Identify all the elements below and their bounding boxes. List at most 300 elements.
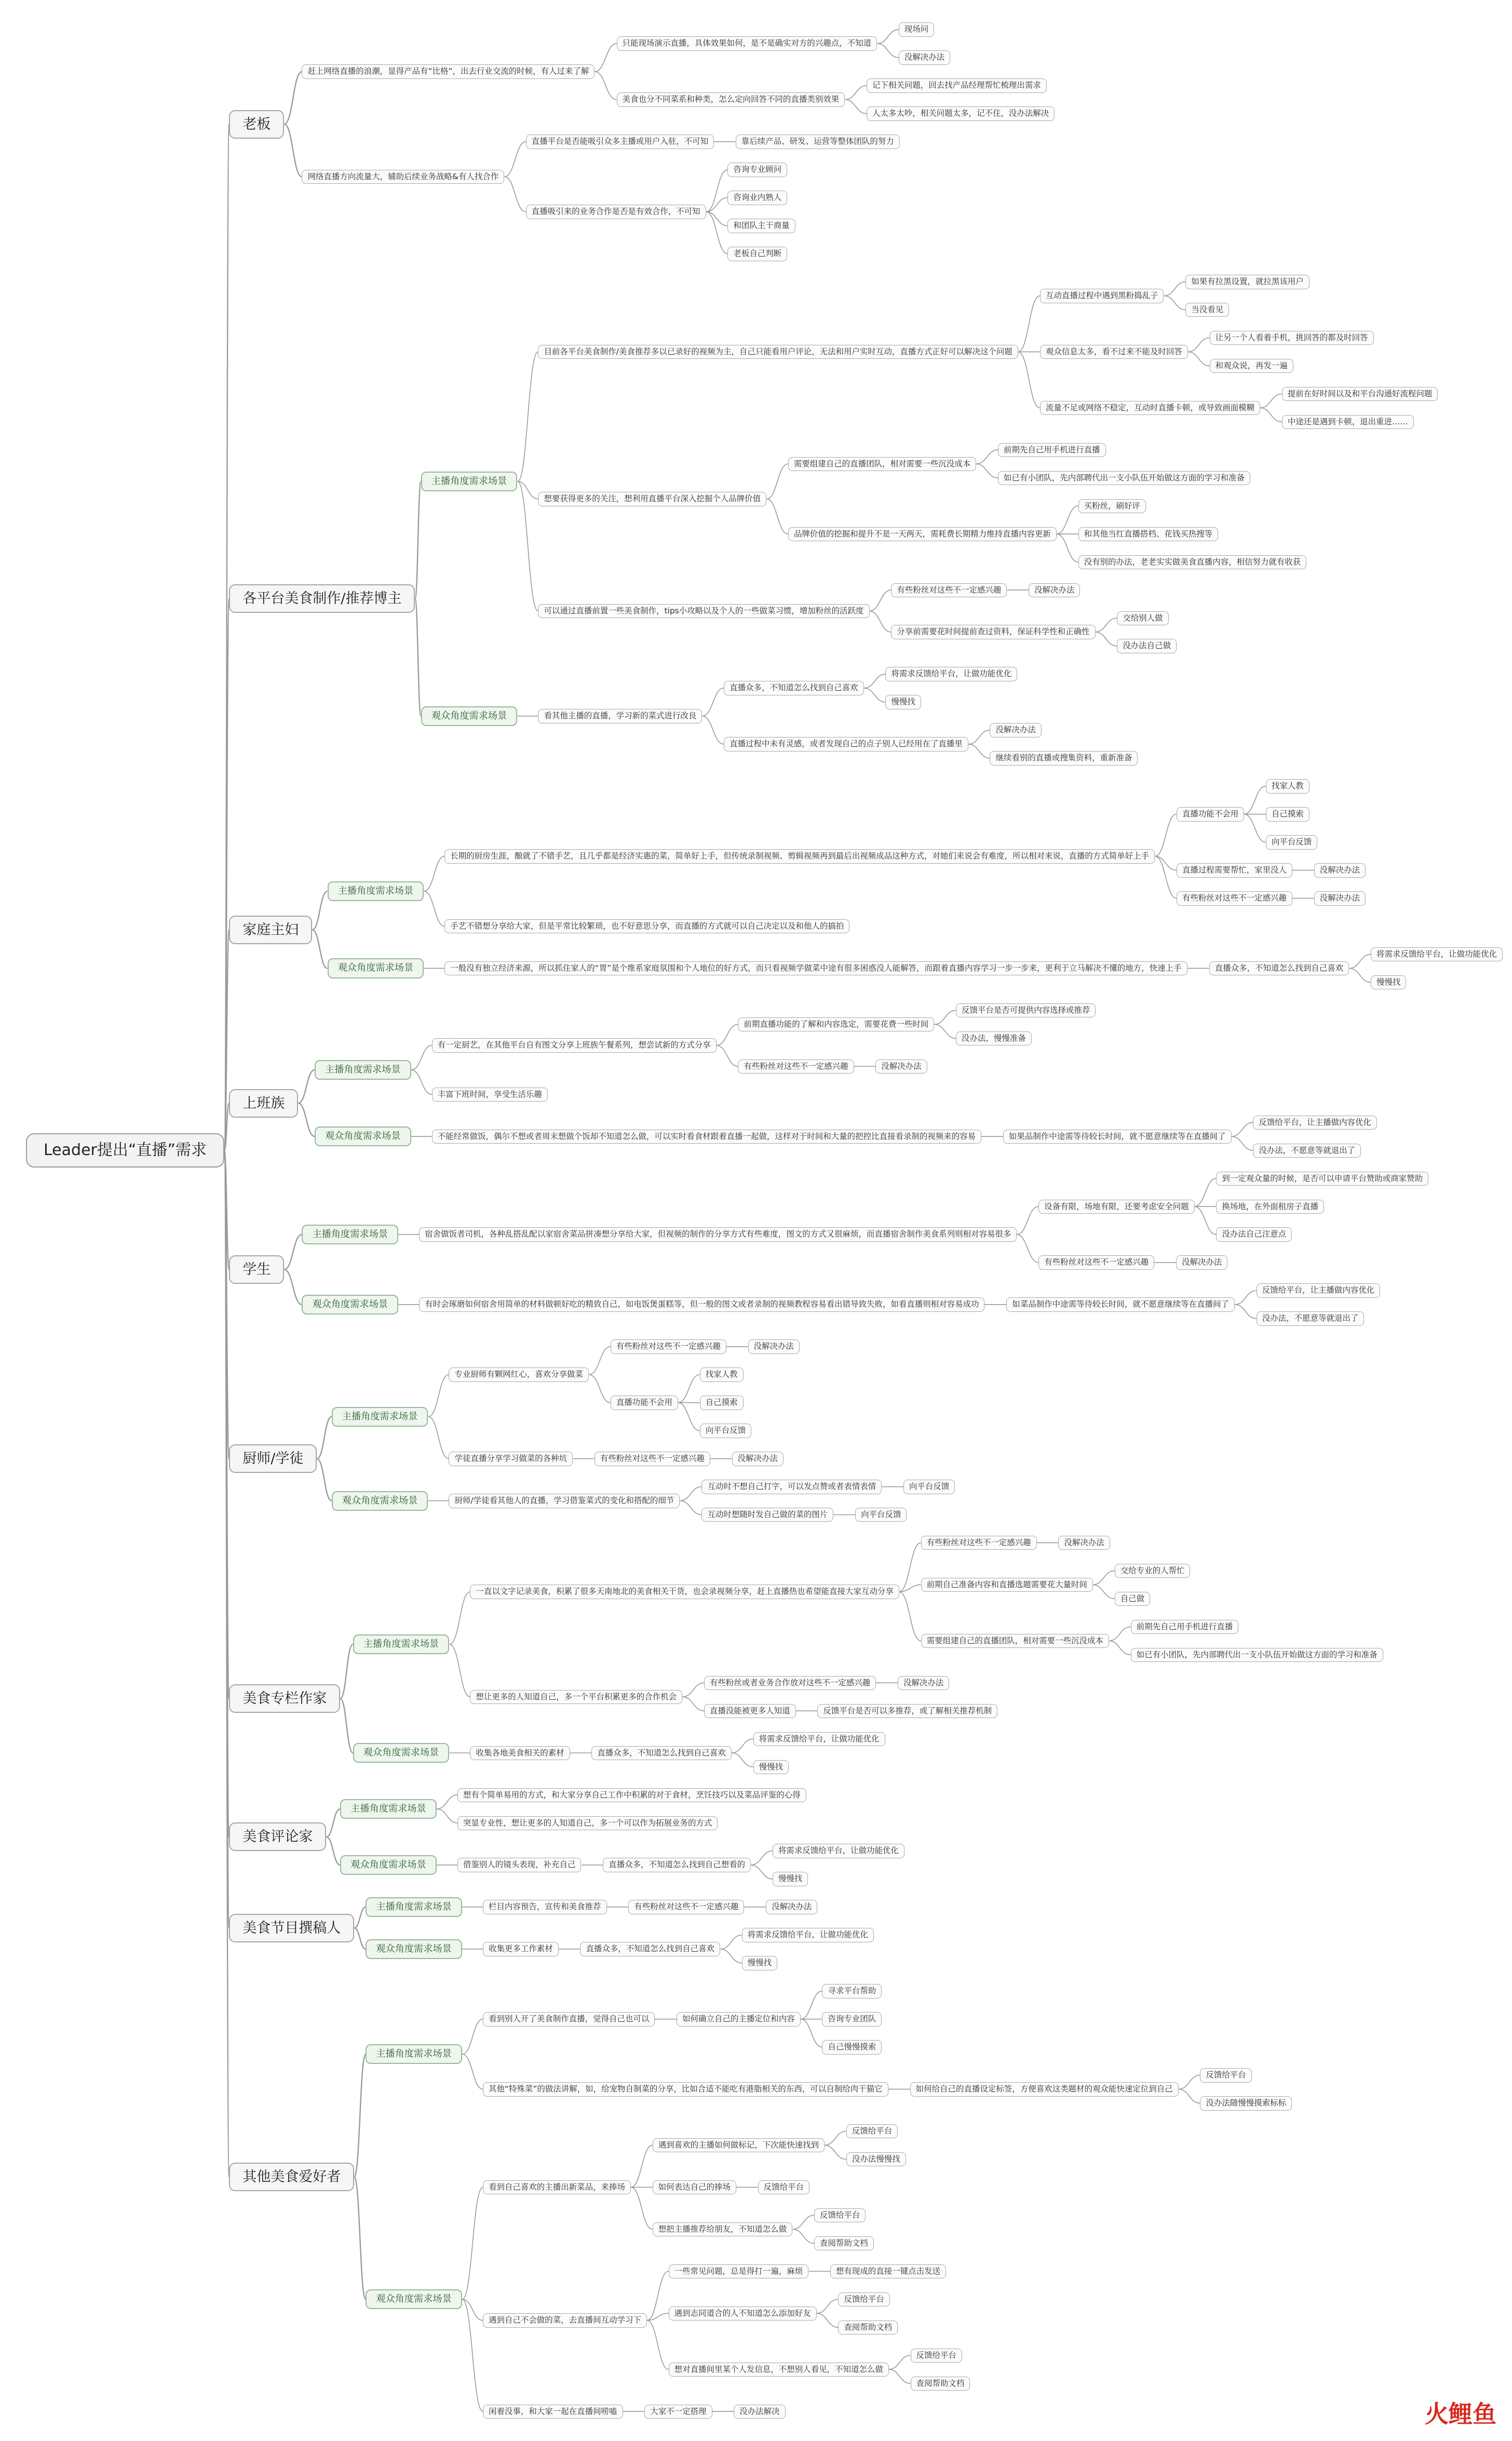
topic-node: 想把主播推荐给朋友，不知道怎么做 bbox=[653, 2222, 793, 2236]
connector-line bbox=[450, 1592, 470, 1644]
topic-node: 如何确立自己的主播定位和内容 bbox=[677, 2012, 801, 2026]
connector-line bbox=[706, 212, 728, 254]
scenario-node: 主播角度需求场景 bbox=[302, 1225, 398, 1244]
connector-line bbox=[1017, 1206, 1038, 1235]
connector-line bbox=[415, 481, 421, 599]
topic-node: 遇到自己不会做的菜，去直播间互动学习下 bbox=[483, 2313, 647, 2327]
topic-node: 让另一个人看着手机，挑回答的都及时回答 bbox=[1210, 331, 1374, 345]
topic-node: 手艺不错想分享给大家，但是平常比较繁琐，也不好意思分享，而直播的方式就可以自己决定以及和他人的搞拍 bbox=[444, 919, 849, 933]
topic-node: 向平台反馈 bbox=[1266, 835, 1317, 849]
topic-node: 长期的厨房生涯，酿就了不错手艺，且几乎都是经济实惠的菜，简单好上手，但传统录制视频、剪辑视频再到最后出视频成品这种方式，对她们来说会有难度，所以相对来说，直播的方式简单好上手 bbox=[444, 849, 1155, 863]
connector-line bbox=[1164, 282, 1185, 296]
topic-node: 如何表达自己的捧场 bbox=[653, 2180, 736, 2194]
connector-line bbox=[298, 1070, 315, 1103]
connector-line bbox=[462, 2187, 483, 2299]
topic-node: 直播众多，不知道怎么找到自己喜欢 bbox=[591, 1746, 732, 1760]
connector-line bbox=[1349, 968, 1371, 982]
connector-line bbox=[682, 1697, 704, 1711]
connector-line bbox=[312, 930, 327, 968]
topic-node: 需要组建自己的直播团队，相对需要一些沉没成本 bbox=[788, 457, 976, 471]
connector-line bbox=[1109, 1641, 1131, 1655]
topic-node: 老板自己判断 bbox=[727, 247, 787, 261]
topic-node: 没解决办法 bbox=[875, 1059, 927, 1074]
topic-node: 美食也分不同菜系和种类，怎么定向回答不同的直播类别效果 bbox=[617, 92, 845, 106]
topic-node: 一些常见问题，总是得打一遍，麻烦 bbox=[669, 2264, 809, 2278]
topic-node: 收集更多工作素材 bbox=[483, 1942, 559, 1956]
topic-node: 靠后续产品、研发、运营等整体团队的努力 bbox=[736, 135, 900, 149]
topic-node: 向平台反馈 bbox=[855, 1508, 907, 1522]
topic-node: 直播众多，不知道怎么找到自己喜欢 bbox=[580, 1942, 720, 1956]
connector-line bbox=[706, 170, 728, 212]
connector-line bbox=[317, 1417, 331, 1459]
topic-node: 反馈给平台 bbox=[1200, 2068, 1251, 2082]
connector-line bbox=[518, 481, 538, 611]
connector-line bbox=[793, 2215, 814, 2229]
connector-line bbox=[595, 72, 616, 100]
topic-node: 提前在好时间以及和平台沟通好流程问题 bbox=[1282, 387, 1438, 401]
topic-node: 有一定厨艺，在其他平台自有图文分享上班族午餐系列，想尝试新的方式分享 bbox=[432, 1038, 717, 1052]
watermark-logo: 火鲤鱼 bbox=[1425, 2400, 1496, 2428]
topic-node: 直播功能不会用 bbox=[1177, 807, 1244, 821]
connector-line bbox=[428, 1417, 449, 1459]
topic-node: 现场问 bbox=[899, 22, 934, 36]
connector-line bbox=[899, 1592, 921, 1641]
connector-line bbox=[878, 44, 899, 58]
connector-line bbox=[1093, 1571, 1115, 1585]
topic-node: 直播没能被更多人知道 bbox=[704, 1704, 796, 1718]
topic-node: 大家不一定搭理 bbox=[644, 2405, 712, 2419]
connector-line bbox=[1232, 1122, 1253, 1136]
topic-node: 丰富下班时间，享受生活乐趣 bbox=[432, 1088, 548, 1102]
scenario-node: 主播角度需求场景 bbox=[366, 2044, 462, 2064]
connector-line bbox=[1179, 2075, 1200, 2089]
topic-node: 直播吸引来的业务合作是否是有效合作，不可知 bbox=[526, 205, 706, 219]
connector-line bbox=[1109, 1627, 1131, 1641]
topic-node: 没解决办法 bbox=[1058, 1536, 1110, 1550]
connector-line bbox=[1018, 296, 1040, 352]
connector-line bbox=[702, 716, 724, 744]
topic-node: 反馈给平台 bbox=[838, 2292, 889, 2306]
connector-line bbox=[354, 1928, 366, 1949]
topic-node: 直播众多，不知道怎么找到自己喜欢 bbox=[1209, 961, 1349, 975]
topic-node: 咨询专业顾问 bbox=[727, 163, 787, 177]
topic-node: 自己摸索 bbox=[1266, 807, 1310, 821]
topic-node: 将需求反馈给平台，让做功能优化 bbox=[742, 1928, 874, 1942]
topic-node: 继续看别的直播或搜集资料，重新准备 bbox=[990, 751, 1138, 765]
connector-line bbox=[968, 730, 990, 744]
connector-line bbox=[801, 1991, 822, 2019]
topic-node: 不能经常做饭，偶尔不想或者周末想做个饭却不知道怎么做，可以实时看食材跟着直播一起做，这样对于时间和大量的把控比直接看录制的视频来的容易 bbox=[432, 1130, 981, 1144]
connector-line bbox=[864, 674, 885, 688]
topic-node: 厨师/学徒看其他人的直播，学习借鉴菜式的变化和搭配的细节 bbox=[449, 1494, 680, 1508]
topic-node: 反馈给平台 bbox=[814, 2208, 866, 2222]
topic-node: 交给专业的人帮忙 bbox=[1115, 1564, 1191, 1578]
connector-line bbox=[450, 1644, 470, 1697]
topic-node: 没解决办法 bbox=[990, 723, 1041, 737]
connector-line bbox=[1188, 352, 1210, 366]
topic-node: 看其他主播的直播，学习新的菜式进行改良 bbox=[538, 709, 702, 723]
scenario-node: 主播角度需求场景 bbox=[353, 1634, 450, 1654]
topic-node: 没办法慢慢找 bbox=[846, 2152, 906, 2166]
topic-node: 将需求反馈给平台，让做功能优化 bbox=[753, 1732, 885, 1746]
topic-node: 流量不足或网络不稳定，互动时直播卡顿，或导致画面模糊 bbox=[1040, 401, 1260, 415]
topic-node: 没解决办法 bbox=[1314, 891, 1366, 905]
topic-node: 网络直播方向流量大，辅助后续业务战略&有人找合作 bbox=[302, 170, 504, 184]
connector-line bbox=[647, 2271, 669, 2320]
connector-line bbox=[1095, 618, 1117, 632]
scenario-node: 主播角度需求场景 bbox=[340, 1799, 437, 1819]
connector-line bbox=[1164, 296, 1185, 310]
connector-line bbox=[462, 2299, 483, 2411]
connector-line bbox=[340, 1644, 353, 1699]
connector-line bbox=[825, 2131, 846, 2145]
topic-node: 人太多太吵，相关问题太多，记不住，没办法解决 bbox=[867, 106, 1055, 120]
connector-line bbox=[899, 1543, 921, 1591]
topic-node: 如已有小团队，先内部聘代出一支小队伍开始做这方面的学习和准备 bbox=[998, 471, 1250, 485]
topic-node: 想对直播间里某个人发信息，不想别人看见，不知道怎么做 bbox=[669, 2363, 889, 2377]
connector-line bbox=[845, 100, 867, 114]
scenario-node: 主播角度需求场景 bbox=[315, 1060, 411, 1080]
connector-line bbox=[1260, 408, 1282, 422]
scenario-node: 主播角度需求场景 bbox=[366, 1897, 462, 1917]
topic-node: 想让更多的人知道自己，多一个平台积累更多的合作机会 bbox=[470, 1690, 682, 1704]
topic-node: 没解决办法 bbox=[898, 1676, 949, 1690]
connector-line bbox=[1188, 338, 1210, 352]
connector-line bbox=[706, 198, 728, 212]
topic-node: 闲着没事，和大家一起在直播间唠嗑 bbox=[483, 2405, 623, 2419]
topic-node: 记下相关问题，回去找产品经理帮忙梳理出需求 bbox=[867, 78, 1047, 92]
topic-node: 分享前需要花时间提前查过资料，保证科学性和正确性 bbox=[891, 625, 1095, 639]
root-topic: Leader提出“直播”需求 bbox=[26, 1133, 224, 1168]
topic-node: 互动直播过程中遇到黑粉捣乱子 bbox=[1040, 289, 1164, 303]
connector-line bbox=[845, 86, 867, 100]
topic-node: 没解决办法 bbox=[1314, 863, 1366, 877]
topic-node: 突显专业性，想让更多的人知道自己，多一个可以作为拓展业务的方式 bbox=[457, 1816, 718, 1830]
connector-line bbox=[717, 1024, 738, 1045]
connector-line bbox=[817, 2299, 839, 2313]
connector-line bbox=[340, 1699, 353, 1753]
connector-line bbox=[934, 1010, 956, 1024]
connector-line bbox=[702, 688, 724, 716]
connector-line bbox=[317, 1459, 331, 1501]
topic-node: 直播功能不会用 bbox=[611, 1396, 678, 1410]
topic-node: 向平台反馈 bbox=[700, 1424, 751, 1438]
topic-node: 没办法解决 bbox=[734, 2405, 785, 2419]
connector-line bbox=[766, 499, 788, 534]
connector-line bbox=[1244, 814, 1266, 842]
connector-line bbox=[631, 2145, 653, 2187]
topic-node: 有时会琢磨如何宿舍用简单的材料做顿好吃的精致自己，如电饭煲蛋糕等，但一般的图文或者录制的视频教程容易看出错导致失败，如看直播则相对容易成功 bbox=[419, 1297, 984, 1311]
topic-node: 宿舍做饭者司机，各种乱搭乱配以家宿舍菜品拼凑想分享给大家，但视频的制作的分享方式有些难度，图文的方式又很麻烦，而直播宿舍制作美食系列则相对容易很多 bbox=[419, 1227, 1017, 1241]
connector-line bbox=[717, 1045, 738, 1066]
topic-node: 将需求反馈给平台，让做功能优化 bbox=[885, 667, 1017, 681]
topic-node: 有些粉丝或者业务合作放对这些不一定感兴趣 bbox=[704, 1676, 876, 1690]
connector-line bbox=[968, 744, 990, 758]
connector-line bbox=[415, 599, 421, 716]
connector-line bbox=[437, 1809, 457, 1823]
connector-line bbox=[1235, 1305, 1256, 1319]
connector-line bbox=[889, 2369, 911, 2383]
connector-line bbox=[589, 1347, 610, 1375]
scenario-node: 观众角度需求场景 bbox=[340, 1855, 437, 1875]
connector-line bbox=[706, 212, 728, 226]
topic-node: 中途还是遇到卡顿，退出重进…… bbox=[1282, 415, 1414, 429]
topic-node: 看到别人开了美食制作直播，觉得自己也可以 bbox=[483, 2012, 655, 2026]
topic-node: 反馈平台是否可提供内容选择或推荐 bbox=[956, 1003, 1096, 1017]
connector-line bbox=[1194, 1206, 1216, 1235]
topic-node: 有些粉丝对这些不一定感兴趣 bbox=[628, 1900, 744, 1914]
connector-line bbox=[732, 1739, 753, 1753]
connector-line bbox=[424, 856, 445, 891]
topic-node: 将需求反馈给平台，让做功能优化 bbox=[773, 1844, 905, 1858]
topic-node: 自己慢慢摸索 bbox=[822, 2040, 882, 2054]
connector-line bbox=[682, 1683, 704, 1697]
scenario-node: 观众角度需求场景 bbox=[332, 1491, 428, 1511]
connector-line bbox=[766, 464, 788, 499]
topic-node: 没办法，不愿意等就退出了 bbox=[1253, 1144, 1361, 1158]
topic-node: 有些粉丝对这些不一定感兴趣 bbox=[738, 1059, 854, 1074]
scenario-node: 观众角度需求场景 bbox=[366, 1939, 462, 1959]
connector-line bbox=[817, 2313, 839, 2327]
connector-line bbox=[326, 1837, 340, 1865]
scenario-node: 主播角度需求场景 bbox=[332, 1407, 428, 1427]
topic-node: 看到自己喜欢的主播出新菜品，来捧场 bbox=[483, 2180, 631, 2194]
connector-line bbox=[1057, 506, 1078, 534]
connector-line bbox=[647, 2321, 669, 2369]
connector-line bbox=[284, 1269, 302, 1304]
connector-line bbox=[631, 2187, 653, 2229]
topic-node: 品牌价值的挖掘和提升不是一天两天，需耗费长期精力维持直播内容更新 bbox=[788, 527, 1057, 541]
topic-node: 其他“特殊菜”的做法讲解，如，给宠物自制菜的分享，比如合适不能吃有港脂相关的东西，可以自制给肉干猫它 bbox=[483, 2082, 888, 2096]
connector-line bbox=[1155, 814, 1177, 856]
connector-line bbox=[801, 2019, 822, 2047]
topic-node: 前期直播功能的了解和内容选定，需要花费一些时间 bbox=[738, 1017, 934, 1031]
topic-node: 没办法随慢慢摸索标标 bbox=[1200, 2096, 1292, 2110]
category-node: 老板 bbox=[229, 110, 284, 139]
topic-node: 反馈给平台 bbox=[911, 2349, 962, 2363]
topic-node: 前期先自己用手机进行直播 bbox=[1131, 1620, 1239, 1634]
topic-node: 慢慢找 bbox=[773, 1872, 808, 1886]
category-node: 厨师/学徒 bbox=[229, 1444, 317, 1473]
topic-node: 没办法，不愿意等就退出了 bbox=[1257, 1311, 1365, 1325]
topic-node: 有些粉丝对这些不一定感兴趣 bbox=[611, 1339, 726, 1353]
topic-node: 当没看见 bbox=[1185, 303, 1229, 317]
topic-node: 直播过程中未有灵感，或者发现自己的点子别人已经用在了直播里 bbox=[724, 737, 968, 751]
connector-line bbox=[1260, 394, 1282, 408]
connector-line bbox=[1155, 856, 1177, 898]
connector-line bbox=[720, 1935, 741, 1949]
topic-node: 专业厨师有颗网红心，喜欢分享做菜 bbox=[449, 1367, 589, 1382]
connector-line bbox=[1017, 1235, 1038, 1263]
connector-line bbox=[326, 1809, 340, 1837]
connector-line bbox=[1232, 1136, 1253, 1150]
category-node: 美食专栏作家 bbox=[229, 1684, 340, 1713]
connector-line bbox=[284, 1235, 302, 1269]
scenario-node: 主播角度需求场景 bbox=[328, 881, 424, 901]
topic-node: 有些粉丝对这些不一定感兴趣 bbox=[595, 1452, 710, 1466]
topic-node: 互动时不想自己打字，可以发点赞或者表情表情 bbox=[701, 1480, 882, 1494]
connector-line bbox=[751, 1851, 773, 1865]
connector-line bbox=[1235, 1291, 1256, 1305]
topic-node: 设备有限，场地有限，还要考虑安全问题 bbox=[1038, 1200, 1194, 1214]
topic-node: 遇到喜欢的主播如何做标记，下次能快速找到 bbox=[653, 2138, 825, 2152]
topic-node: 反馈给平台 bbox=[846, 2124, 898, 2138]
topic-node: 没办法自己注意点 bbox=[1216, 1227, 1292, 1241]
connector-line bbox=[680, 1501, 701, 1515]
connector-line bbox=[825, 2145, 846, 2159]
topic-node: 直播众多，不知道怎么找到自己想看的 bbox=[603, 1858, 751, 1872]
topic-node: 咨询业内熟人 bbox=[727, 191, 787, 205]
topic-node: 慢慢找 bbox=[885, 695, 921, 709]
topic-node: 换场地，在外面租房子直播 bbox=[1216, 1200, 1324, 1214]
connector-line bbox=[934, 1024, 956, 1038]
connector-line bbox=[284, 72, 302, 124]
topic-node: 想有个简单易用的方式，和大家分享自己工作中积累的对于食材，烹饪技巧以及菜品评鉴的心得 bbox=[457, 1788, 806, 1802]
topic-node: 想有现成的直接一键点击发送 bbox=[830, 2264, 946, 2278]
topic-node: 慢慢找 bbox=[742, 1956, 777, 1970]
connector-line bbox=[869, 590, 891, 611]
connector-line bbox=[424, 891, 445, 926]
topic-node: 到一定观众量的时候，是否可以申请平台赞助或商家赞助 bbox=[1216, 1172, 1428, 1186]
connector-line bbox=[354, 1907, 366, 1928]
topic-node: 只能现场演示直播，具体效果如何，是不是确实对方的兴趣点，不知道 bbox=[617, 36, 878, 50]
connector-line bbox=[589, 1375, 610, 1403]
topic-node: 找家人教 bbox=[1266, 779, 1310, 793]
topic-node: 遇到志同道合的人不知道怎么添加好友 bbox=[669, 2306, 817, 2321]
topic-node: 没有别的办法，老老实实做美食直播内容，相信努力就有收获 bbox=[1078, 555, 1307, 569]
topic-node: 寻求平台帮助 bbox=[822, 1984, 882, 1998]
connector-line bbox=[678, 1375, 700, 1403]
topic-node: 买粉丝，刷好评 bbox=[1078, 499, 1146, 513]
topic-node: 查阅帮助文档 bbox=[814, 2236, 874, 2250]
connector-line bbox=[720, 1949, 741, 1963]
topic-node: 没解决办法 bbox=[732, 1452, 784, 1466]
category-node: 各平台美食制作/推荐博主 bbox=[229, 584, 415, 613]
topic-node: 有些粉丝对这些不一定感兴趣 bbox=[921, 1536, 1037, 1550]
topic-node: 观众信息太多，看不过来不能及时回答 bbox=[1040, 345, 1188, 359]
topic-node: 找家人教 bbox=[700, 1367, 744, 1382]
topic-node: 没解决办法 bbox=[766, 1900, 817, 1914]
connector-line bbox=[732, 1753, 753, 1767]
connector-line bbox=[504, 177, 525, 211]
topic-node: 栏目内容预告，宣传和美食推荐 bbox=[483, 1900, 607, 1914]
topic-node: 互动时想随时发自己做的菜的图片 bbox=[701, 1508, 833, 1522]
topic-node: 和其他当红直播搭档、花钱买热搜等 bbox=[1078, 527, 1219, 541]
topic-node: 和团队主干商量 bbox=[727, 219, 795, 233]
connector-line bbox=[976, 450, 998, 464]
topic-node: 查阅帮助文档 bbox=[911, 2377, 970, 2391]
connector-line bbox=[899, 1585, 921, 1591]
topic-node: 慢慢找 bbox=[1371, 975, 1406, 989]
topic-node: 反馈给平台 bbox=[758, 2180, 809, 2194]
category-node: 其他美食爱好者 bbox=[229, 2163, 354, 2191]
connector-line bbox=[595, 44, 616, 72]
connector-line bbox=[462, 2054, 483, 2089]
topic-node: 有些粉丝对这些不一定感兴趣 bbox=[891, 583, 1007, 597]
topic-node: 如果品制作中途需等待较长时间，就不愿意继续等在直播间了 bbox=[1003, 1130, 1232, 1144]
topic-node: 直播过程需要帮忙，家里没人 bbox=[1177, 863, 1292, 877]
connector-line bbox=[751, 1865, 773, 1879]
connector-line bbox=[1093, 1585, 1115, 1599]
topic-node: 向平台反馈 bbox=[903, 1480, 955, 1494]
topic-node: 自己摸索 bbox=[700, 1396, 744, 1410]
connector-line bbox=[437, 1795, 457, 1809]
connector-line bbox=[298, 1103, 315, 1136]
topic-node: 反馈给平台，让主播做内容优化 bbox=[1257, 1283, 1381, 1297]
topic-node: 如菜品制作中途需等待较长时间，就不愿意继续等在直播间了 bbox=[1006, 1297, 1235, 1311]
topic-node: 目前各平台美食制作/美食推荐多以已录好的视频为主，自己只能看用户评论，无法和用户实时互动，直播方式正好可以解决这个问题 bbox=[538, 345, 1018, 359]
topic-node: 交给别人做 bbox=[1117, 611, 1168, 625]
scenario-node: 观众角度需求场景 bbox=[353, 1743, 450, 1763]
connector-line bbox=[680, 1487, 701, 1501]
topic-node: 没解决办法 bbox=[1029, 583, 1080, 597]
scenario-node: 观众角度需求场景 bbox=[315, 1126, 411, 1146]
category-node: 上班族 bbox=[229, 1089, 298, 1118]
topic-node: 没解决办法 bbox=[1176, 1255, 1227, 1269]
topic-node: 赶上网络直播的浪潮，显得产品有“比格”，出去行业交流的时候，有人过来了解 bbox=[302, 64, 595, 78]
topic-node: 没办法自己做 bbox=[1117, 639, 1177, 653]
topic-node: 需要组建自己的直播团队，相对需要一些沉没成本 bbox=[921, 1634, 1109, 1648]
connector-line bbox=[411, 1070, 432, 1094]
topic-node: 如已有小团队，先内部聘代出一支小队伍开始做这方面的学习和准备 bbox=[1131, 1648, 1383, 1662]
topic-node: 和观众说，再发一遍 bbox=[1210, 359, 1293, 373]
topic-node: 可以通过直播前置一些美食制作，tips小攻略以及个人的一些做菜习惯，增加粉丝的活跃度 bbox=[538, 604, 869, 618]
category-node: 学生 bbox=[229, 1255, 284, 1284]
connector-line bbox=[284, 124, 302, 177]
connector-line bbox=[428, 1375, 449, 1417]
topic-node: 直播众多，不知道怎么找到自己喜欢 bbox=[724, 681, 864, 695]
scenario-node: 观众角度需求场景 bbox=[302, 1295, 398, 1315]
connector-line bbox=[864, 688, 885, 702]
topic-node: 有些粉丝对这些不一定感兴趣 bbox=[1177, 891, 1292, 905]
topic-node: 如何给自己的直播设定标签，方便喜欢这类题材的观众能快速定位到自己 bbox=[910, 2082, 1179, 2096]
connector-line bbox=[1018, 352, 1040, 408]
topic-node: 反馈给平台，让主播做内容优化 bbox=[1253, 1116, 1377, 1130]
topic-node: 查阅帮助文档 bbox=[838, 2321, 898, 2335]
connector-line bbox=[1349, 954, 1371, 968]
connector-line bbox=[518, 481, 538, 499]
topic-node: 学徒直播分享学习做菜的各种坑 bbox=[449, 1452, 573, 1466]
connector-line bbox=[518, 352, 538, 481]
scenario-node: 观众角度需求场景 bbox=[366, 2289, 462, 2309]
topic-node: 没解决办法 bbox=[899, 50, 950, 64]
topic-node: 如果有拉黑设置，就拉黑该用户 bbox=[1185, 275, 1310, 289]
topic-node: 有些粉丝对这些不一定感兴趣 bbox=[1038, 1255, 1154, 1269]
connector-line bbox=[504, 142, 525, 177]
connector-line bbox=[1095, 632, 1117, 646]
scenario-node: 观众角度需求场景 bbox=[421, 706, 518, 726]
category-node: 家庭主妇 bbox=[229, 916, 312, 944]
connector-line bbox=[889, 2355, 911, 2369]
connector-line bbox=[1179, 2089, 1200, 2103]
connector-line bbox=[354, 2177, 366, 2299]
topic-node: 反馈平台是否可以多推荐，或了解相关推荐机制 bbox=[817, 1704, 997, 1718]
topic-node: 想要获得更多的关注，想利用直播平台深入挖掘个人品牌价值 bbox=[538, 492, 766, 506]
connector-line bbox=[1194, 1178, 1216, 1206]
topic-node: 将需求反馈给平台，让做功能优化 bbox=[1371, 947, 1503, 961]
topic-node: 没办法，慢慢准备 bbox=[956, 1031, 1032, 1045]
connector-line bbox=[411, 1045, 432, 1070]
connector-line bbox=[793, 2229, 814, 2243]
topic-node: 直播平台是否能吸引众多主播或用户入驻，不可知 bbox=[526, 135, 714, 149]
topic-node: 自己做 bbox=[1115, 1592, 1150, 1606]
connector-line bbox=[1155, 856, 1177, 870]
connector-line bbox=[1244, 786, 1266, 814]
connector-line bbox=[678, 1403, 700, 1431]
topic-node: 前期自己准备内容和直播选题需要花大量时间 bbox=[921, 1578, 1093, 1592]
topic-node: 借鉴别人的镜头表现，补充自己 bbox=[457, 1858, 582, 1872]
topic-node: 没解决办法 bbox=[748, 1339, 800, 1353]
